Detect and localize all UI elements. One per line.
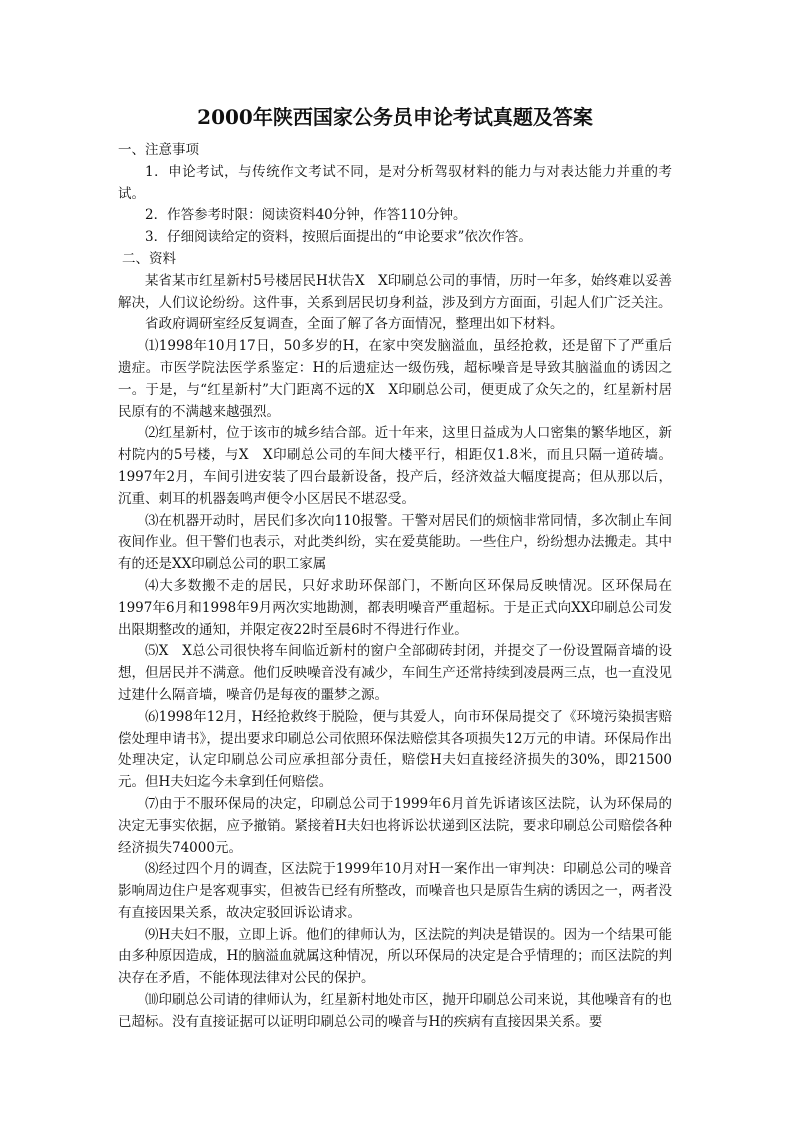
material-paragraph: ⑵红星新村，位于该市的城乡结合部。近十年来，这里日益成为人口密集的繁华地区，新村院内的5号楼，与X X印刷总公司的车间大楼平行，相距仅1.8米，而且只隔一道砖墙。1997年2月，车间引进安装了四台最新设备，投产后，经济效益大幅度提高；但从那以后，沉重、刺耳的机器轰鸣声便令小区居民不堪忍受。 xyxy=(118,425,672,507)
material-paragraph: 某省某市红星新村5号楼居民H状告X X印刷总公司的事情，历时一年多，始终难以妥善解决，人们议论纷纷。这件事，关系到居民切身利益，涉及到方方面面，引起人们广泛关注。 xyxy=(118,272,672,311)
section-heading-notice: 一、注意事项 xyxy=(118,142,199,158)
material-paragraph: ⑶在机器开动时，居民们多次向110报警。干警对居民们的烦恼非常同情，多次制止车间夜间作业。但干警们也表示，对此类纠纷，实在爱莫能助。一些住户，纷纷想办法搬走。其中有的还是XX印刷总公司的职工家属 xyxy=(118,512,672,573)
section-heading-materials: 二、资料 xyxy=(122,250,176,267)
material-paragraph: ⑼H夫妇不服，立即上诉。他们的律师认为，区法院的判决是错误的。因为一个结果可能由多种原因造成，H的脑溢血就属这种情况，所以环保局的决定是合乎情理的；而区法院的判决存在矛盾，不能体现法律对公民的保护。 xyxy=(118,926,672,987)
material-paragraph: ⑴1998年10月17日，50多岁的H，在家中突发脑溢血，虽经抢救，还是留下了严重后遗症。市医学院法医学系鉴定：H的后遗症达一级伤残，超标噪音是导致其脑溢血的诱因之一。于是，与“红星新村”大门距离不远的X X印刷总公司，便更成了众矢之的，红星新村居民原有的不满越来越强烈。 xyxy=(118,338,672,420)
notice-item: 1．申论考试，与传统作文考试不同，是对分析驾驭材料的能力与对表达能力并重的考试。 xyxy=(118,163,672,202)
material-paragraph: ⑺由于不服环保局的决定，印刷总公司于1999年6月首先诉诸该区法院，认为环保局的决定无事实依据，应予撤销。紧接着H夫妇也将诉讼状递到区法院，要求印刷总公司赔偿各种经济损失74000元。 xyxy=(118,795,672,856)
notice-item: 3．仔细阅读给定的资料，按照后面提出的“申论要求”依次作答。 xyxy=(145,229,532,246)
material-paragraph: ⑽印刷总公司请的律师认为，红星新村地处市区，抛开印刷总公司来说，其他噪音有的也已超标。没有直接证据可以证明印刷总公司的噪音与H的疾病有直接因果关系。要 xyxy=(118,992,672,1030)
material-paragraph: ⑷大多数搬不走的居民，只好求助环保部门，不断向区环保局反映情况。区环保局在1997年6月和1998年9月两次实地勘测，都表明噪音严重超标。于是正式向XX印刷总公司发出限期整改的通知，并限定夜22时至晨6时不得进行作业。 xyxy=(118,577,672,638)
notice-item: 2．作答参考时限：阅读资料40分钟，作答110分钟。 xyxy=(145,207,467,224)
material-paragraph: 省政府调研室经反复调查，全面了解了各方面情况，整理出如下材料。 xyxy=(145,316,564,333)
page-title: 2000年陕西国家公务员申论考试真题及答案 xyxy=(197,105,593,129)
material-paragraph: ⑸X X总公司很快将车间临近新村的窗户全部砌砖封闭，并提交了一份设置隔音墙的设想，但居民并不满意。他们反映噪音没有减少，车间生产还常持续到凌晨两三点，也一直没见过建什么隔音墙，噪音仍是每夜的噩梦之源。 xyxy=(118,643,672,703)
material-paragraph: ⑻经过四个月的调查，区法院于1999年10月对H一案作出一审判决：印刷总公司的噪音影响周边住户是客观事实，但被告已经有所整改，而噪音也只是原告生病的诱因之一，两者没有直接因果关系，故决定驳回诉讼请求。 xyxy=(118,861,672,921)
material-paragraph: ⑹1998年12月，H经抢救终于脱险，便与其爱人，向市环保局提交了《环境污染损害赔偿处理申请书》，提出要求印刷总公司依照环保法赔偿其各项损失12万元的申请。环保局作出处理决定，认定印刷总公司应承担部分责任，赔偿H夫妇直接经济损失的30%，即21500元。但H夫妇迄今未拿到任何赔偿。 xyxy=(118,708,672,791)
